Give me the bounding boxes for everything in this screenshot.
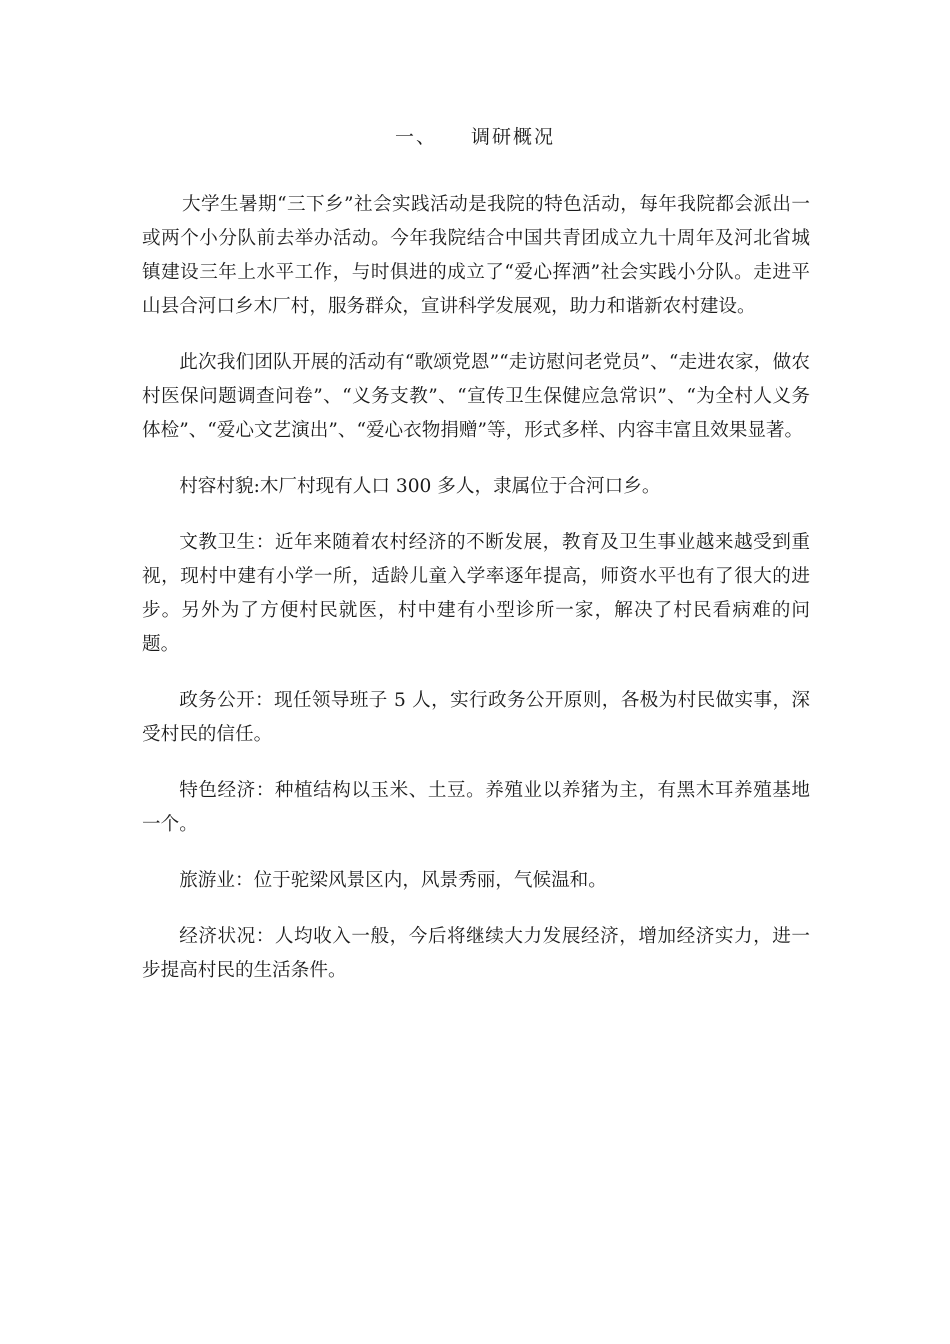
paragraph-activities: 此次我们团队开展的活动有“歌颂党恩”“走访慰问老党员”、“走进农家，做农村医保问题调查问卷”、“义务支教”、“宣传卫生保健应急常识”、“为全村人义务体检”、“爱心文艺演出”、“爱心衣物捐赠”等，形式多样、内容丰富且效果显著。 <box>142 352 810 441</box>
document-body <box>142 188 810 1010</box>
section-number: 一、 <box>394 126 437 148</box>
section-heading <box>0 122 950 149</box>
paragraph-intro: 大学生暑期“三下乡”社会实践活动是我院的特色活动，每年我院都会派出一或两个小分队前去举办活动。今年我院结合中国共青团成立九十周年及河北省城镇建设三年上水平工作，与时俱进的成立了“爱心挥洒”社会实践小分队。走进平山县合河口乡木厂村，服务群众，宣讲科学发展观，助力和谐新农村建设。 <box>142 194 810 317</box>
section-title: 调研概况 <box>471 126 556 148</box>
paragraph-economic-status: 经济状况：人均收入一般，今后将继续大力发展经济，增加经济实力，进一步提高村民的生活条件。 <box>142 926 810 981</box>
paragraph-special-economy: 特色经济：种植结构以玉米、土豆。养殖业以养猪为主，有黑木耳养殖基地一个。 <box>142 780 810 835</box>
paragraph-government-affairs: 政务公开：现任领导班子 5 人，实行政务公开原则，各极为村民做实事，深受村民的信任。 <box>142 690 810 745</box>
paragraph-tourism: 旅游业：位于驼梁风景区内，风景秀丽，气候温和。 <box>179 870 607 891</box>
paragraph-education-health: 文教卫生：近年来随着农村经济的不断发展，教育及卫生事业越来越受到重视，现村中建有小学一所，适龄儿童入学率逐年提高，师资水平也有了很大的进步。另外为了方便村民就医，村中建有小型诊所一家，解决了村民看病难的问题。 <box>142 532 810 655</box>
paragraph-village-appearance: 村容村貌:木厂村现有人口 300 多人，隶属位于合河口乡。 <box>179 476 661 497</box>
